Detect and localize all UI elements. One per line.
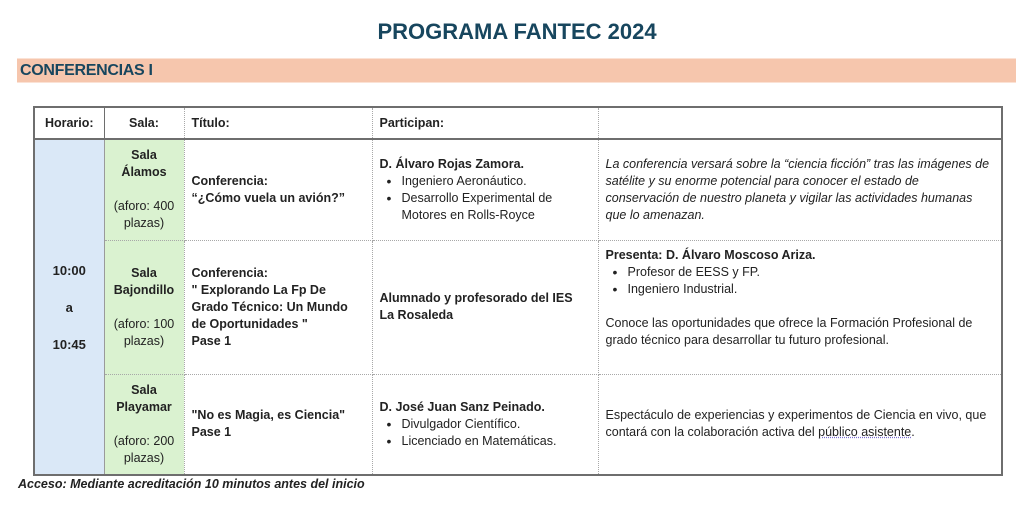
table-row [34,240,1002,374]
header-descripcion [598,107,1002,139]
section-title: CONFERENCIAS I [20,62,153,79]
room-cell [104,139,184,240]
description-text: Conoce las oportunidades que ofrece la Formación Profesional de grado técnico para desarrollar tu futuro profesional. [605,315,973,347]
room-name: Sala Bajondillo [113,265,175,297]
time-end: 10:45 [52,336,86,352]
title-text: "No es Magia, es Ciencia" [191,408,346,423]
title-label: Conferencia: [191,265,268,280]
description-underlined: público asistente [818,425,912,440]
participants-cell [372,139,598,240]
room-cell [104,240,184,374]
time-start: 10:00 [52,262,86,278]
title-cell [184,374,372,475]
room-capacity: (aforo: 200 plazas) [113,433,175,465]
room-name: Sala Álamos [121,148,167,180]
pass-label: Pase 1 [191,333,232,348]
bullet-item: • Ingeniero Aeronáutico. [380,173,591,190]
spacer [606,298,995,315]
description-cell: La conferencia versará sobre la “ciencia ficción” tras las imágenes de satélite y su enorme potencial para conocer el estado de conservación de nuestro planeta y vigilar las actividades humanas que lo amenazan. [598,139,1002,240]
title-cell [184,240,372,374]
time-cell [34,139,104,475]
presenter-name: Presenta: D. Álvaro Moscoso Ariza. [605,247,816,262]
participant-name: D. Álvaro Rojas Zamora. [379,156,524,171]
description-text: Espectáculo de experiencias y experimentos de Ciencia en vivo, que contará con la colaboración activa del [605,408,987,440]
presenter-bullets [606,264,995,298]
schedule-table [33,106,1003,476]
description-cell: Espectáculo de experiencias y experimentos de Ciencia en vivo, que contará con la colaboración activa del público asistente. [598,374,1002,475]
header-titulo: Título: [184,107,372,139]
header-horario: Horario: [34,107,104,139]
participants-cell [372,374,598,475]
participant-bullets [380,173,591,224]
room-capacity: (aforo: 400 plazas) [113,199,175,231]
title-text: " Explorando La Fp De Grado Técnico: Un Mundo de Oportunidades " [191,282,348,331]
header-sala: Sala: [104,107,184,139]
room-cell [104,374,184,475]
header-participan: Participan: [372,107,598,139]
table-row [34,374,1002,475]
bullet-item: • Licenciado en Matemáticas. [380,433,591,450]
description-cell [598,240,1002,374]
bullet-item: • Profesor de EESS y FP. [606,264,995,281]
bullet-item: • Divulgador Científico. [380,416,591,433]
participant-bullets [380,416,591,450]
participants-cell [372,240,598,374]
participant-name: Alumnado y profesorado del IES La Rosaleda [379,291,573,322]
footer-access-note: Acceso: Mediante acreditación 10 minutos antes del inicio [18,477,365,491]
room-name: Sala Playamar [116,382,172,414]
table-row [34,139,1002,240]
bullet-item: • Desarrollo Experimental de Motores en Rolls-Royce [380,190,591,224]
section-bar [17,58,1016,83]
bullet-item: • Ingeniero Industrial. [606,281,995,298]
title-text: “¿Cómo vuela un avión?” [191,190,345,205]
room-capacity: (aforo: 100 plazas) [113,316,175,348]
pass-label: Pase 1 [191,425,232,440]
page-title: PROGRAMA FANTEC 2024 [377,19,657,44]
participant-name: D. José Juan Sanz Peinado. [379,399,545,414]
title-label: Conferencia: [191,173,268,188]
time-separator: a [65,299,73,315]
table-header-row [34,107,1002,139]
title-cell [184,139,372,240]
